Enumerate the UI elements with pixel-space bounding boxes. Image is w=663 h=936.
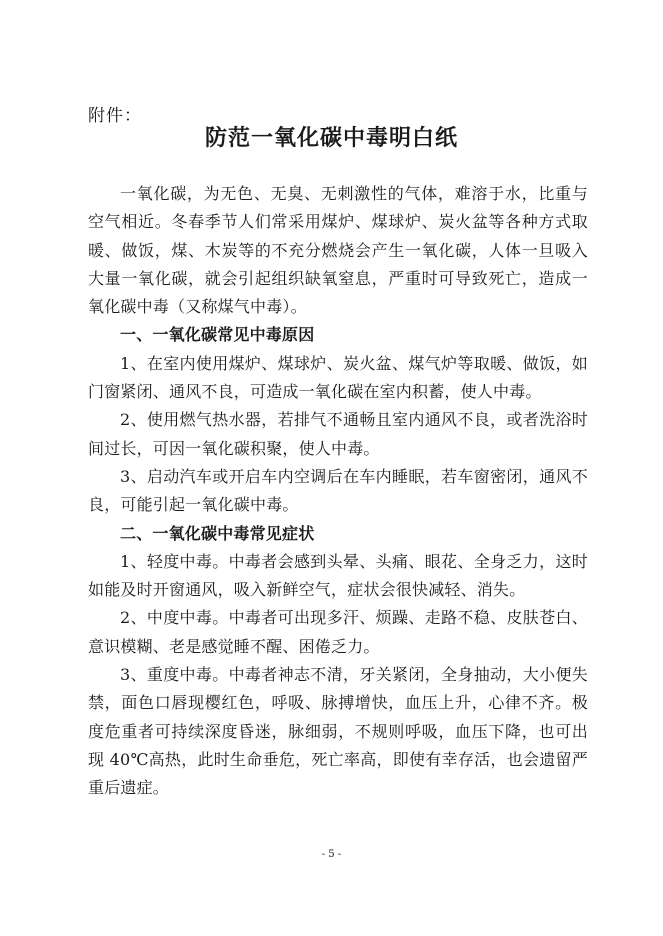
cause-paragraph: 1、在室内使用煤炉、煤球炉、炭火盆、煤气炉等取暖、做饭，如门窗紧闭、通风不良，可造成一氧化碳在室内积蓄，使人中毒。 — [88, 353, 588, 402]
cause-paragraph: 3、启动汽车或开启车内空调后在车内睡眠，若车窗密闭，通风不良，可能引起一氧化碳中毒。 — [88, 466, 588, 515]
symptom-paragraph: 1、轻度中毒。中毒者会感到头晕、头痛、眼花、全身乏力，这时如能及时开窗通风，吸入新鲜空气，症状会很快减轻、消失。 — [88, 551, 588, 600]
symptom-paragraph: 3、重度中毒。中毒者神志不清，牙关紧闭，全身抽动，大小便失禁，面色口唇现樱红色，呼吸、脉搏增快，血压上升，心律不齐。极度危重者可持续深度昏迷，脉细弱，不规则呼吸，血压下降，也可出现 40℃高热，此时生命垂危，死亡率高，即使有幸存活，也会遗留严重后遗症。 — [88, 665, 588, 798]
cause-paragraph: 2、使用燃气热水器，若排气不通畅且室内通风不良，或者洗浴时间过长，可因一氧化碳积聚，使人中毒。 — [88, 410, 588, 458]
section-heading-causes: 一、一氧化碳常见中毒原因 — [120, 325, 315, 345]
intro-paragraph: 一氧化碳，为无色、无臭、无刺激性的气体，难溶于水，比重与空气相近。冬春季节人们常采用煤炉、煤球炉、炭火盆等各种方式取暖、做饭，煤、木炭等的不充分燃烧会产生一氧化碳，人体一旦吸入大量一氧化碳，就会引起组织缺氧窒息，严重时可导致死亡，造成一氧化碳中毒（又称煤气中毒）。 — [88, 184, 588, 317]
section-heading-symptoms: 二、一氧化碳中毒常见症状 — [120, 523, 315, 543]
symptom-paragraph: 2、中度中毒。中毒者可出现多汗、烦躁、走路不稳、皮肤苍白、意识模糊、老是感觉睡不醒、困倦乏力。 — [88, 608, 588, 656]
page-number: - 5 - — [321, 849, 342, 860]
document-title: 防范一氧化碳中毒明白纸 — [204, 126, 458, 151]
attachment-label: 附件： — [88, 106, 142, 126]
document-body — [88, 180, 588, 803]
